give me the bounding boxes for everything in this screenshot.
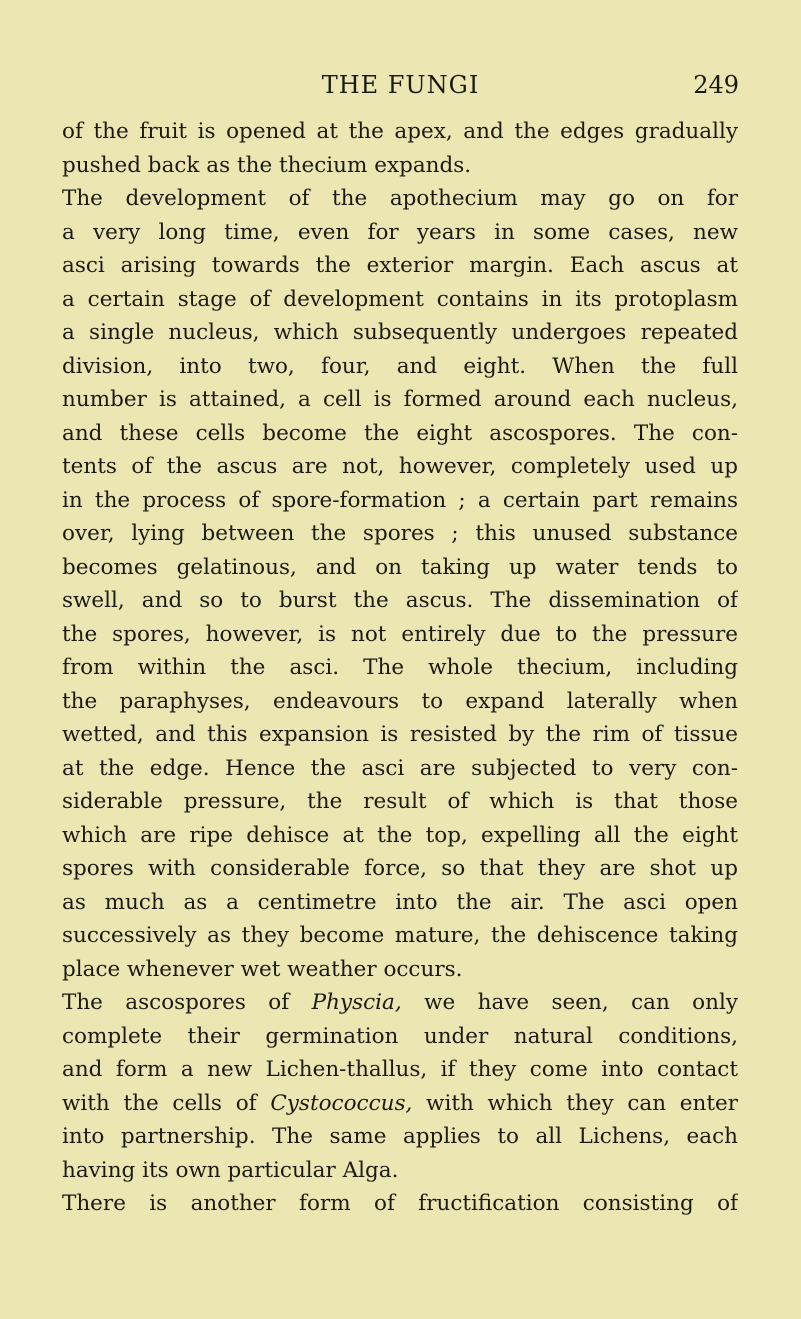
italic-genus-name: Cystococcus,	[270, 1090, 413, 1116]
text-line: number is attained, a cell is formed around each nucleus,	[62, 387, 738, 412]
text-line: a certain stage of development contains in its protoplasm	[62, 286, 738, 312]
text-line: spores with considerable force, so that they are shot up	[62, 856, 738, 881]
text-line-with-italic	[62, 1087, 738, 1121]
text-run: with the cells of	[62, 1090, 271, 1116]
text-run: The ascospores of	[62, 990, 312, 1015]
text-line: into partnership. The same applies to all Lichens, each	[62, 1124, 738, 1149]
text-run: with which they can enter	[412, 1090, 738, 1116]
text-line: and form a new Lichen-thallus, if they come into contact	[62, 1057, 738, 1082]
text-line: as much as a centimetre into the air. The asci open	[62, 889, 738, 915]
text-line: swell, and so to burst the ascus. The dissemination of	[62, 588, 738, 613]
text-line-with-italic	[62, 986, 738, 1020]
text-line: place whenever wet weather occurs.	[62, 956, 463, 982]
text-line: The development of the apothecium may go on for	[62, 186, 738, 211]
text-run: we have seen, can only	[401, 990, 738, 1015]
text-line: a very long time, even for years in some cases, new	[62, 219, 738, 245]
text-line: wetted, and this expansion is resisted by the rim of tissue	[62, 722, 738, 747]
text-line: becomes gelatinous, and on taking up water tends to	[62, 554, 738, 580]
italic-genus-name: Physcia,	[311, 990, 402, 1015]
text-line: in the process of spore-formation ; a certain part remains	[62, 487, 738, 513]
text-line: the spores, however, is not entirely due to the pressure	[62, 621, 738, 647]
text-line: from within the asci. The whole thecium, including	[62, 655, 738, 680]
text-line: asci arising towards the exterior margin. Each ascus at	[62, 253, 738, 278]
text-line: siderable pressure, the result of which is that those	[62, 789, 738, 814]
body-text	[62, 115, 738, 1221]
text-line: complete their germination under natural conditions,	[62, 1023, 738, 1049]
text-line: and these cells become the eight ascospores. The con-	[62, 420, 738, 446]
text-line: which are ripe dehisce at the top, expelling all the eight	[62, 822, 738, 848]
text-line: a single nucleus, which subsequently undergoes repeated	[62, 320, 738, 345]
text-line: the paraphyses, endeavours to expand laterally when	[62, 688, 738, 714]
text-line: at the edge. Hence the asci are subjected to very con-	[62, 755, 738, 781]
text-line: There is another form of fructification consisting of	[62, 1191, 738, 1216]
text-line: over, lying between the spores ; this unused substance	[62, 521, 738, 546]
text-line: division, into two, four, and eight. When the full	[62, 353, 738, 379]
text-line: of the fruit is opened at the apex, and the edges gradually	[62, 119, 738, 144]
text-line: successively as they become mature, the dehiscence taking	[62, 923, 738, 948]
running-head	[0, 70, 801, 100]
text-line: tents of the ascus are not, however, completely used up	[62, 454, 738, 479]
running-title: THE FUNGI	[321, 71, 480, 99]
page-number: 249	[693, 71, 739, 99]
text-line: pushed back as the thecium expands.	[62, 152, 472, 178]
text-line: having its own particular Alga.	[62, 1157, 399, 1183]
